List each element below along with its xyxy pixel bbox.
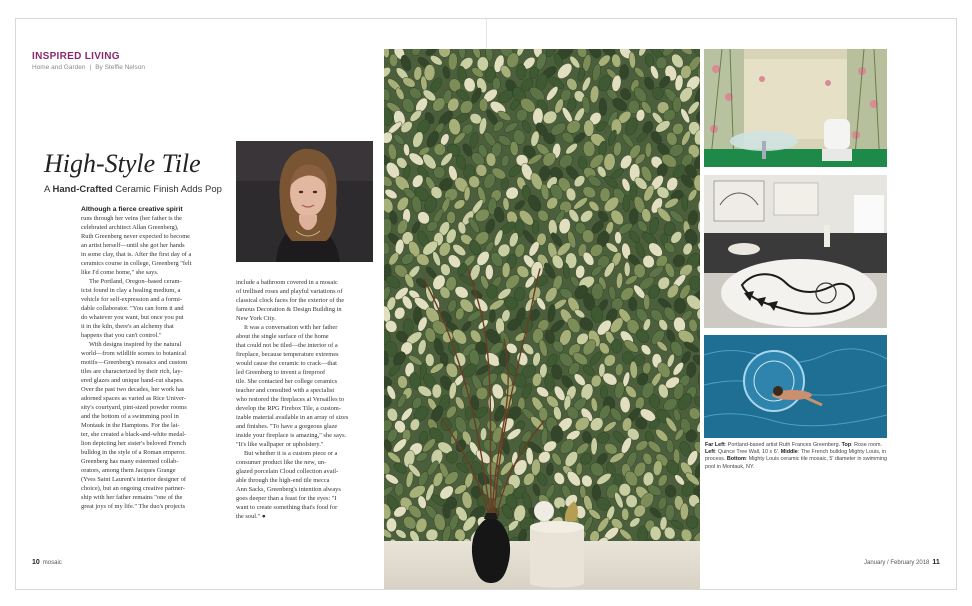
caption-text: : Portland-based artist Ruth Frances Greenberg. [724, 442, 842, 448]
text-line: in some clay, that is. After the first day of a [81, 251, 192, 258]
text-line: orators, among them Jacques Grange [81, 467, 176, 474]
text-line: Greenberg has many esteemed collab- [81, 458, 179, 465]
text-line: led Greenberg to invent a fireproof [236, 369, 326, 376]
text-line: Over the past two decades, her work has [81, 386, 185, 393]
caption-key: Top [841, 442, 852, 448]
text-line: consumer product like the new, un- [236, 459, 327, 466]
text-line: do whatever you want, but once you put [81, 314, 184, 321]
pool-mosaic-photo [704, 335, 887, 438]
text-line: an artist herself—until she got her hands [81, 242, 185, 249]
mosaic-leaf-tile [638, 526, 648, 542]
caption-text: : Rose room. [851, 442, 882, 448]
caption-text: : Mighty Louis ceramic tile mosaic, 5' diameter in swimming pool in Montauk, NY. [705, 456, 887, 470]
text-line: like I'd come home," she says. [81, 269, 159, 276]
text-line: But whether it is a custom piece or a [244, 450, 338, 457]
text-line: runs through her veins (her father is the [81, 215, 182, 222]
article-column-2 [236, 278, 373, 521]
text-line: would cause the ceramic to crack—that [236, 360, 337, 367]
text-line: lion depicting her sister's beloved French [81, 440, 186, 447]
text-line: teacher and consulted with a specialist [236, 387, 335, 394]
text-line: It was a conversation with her father [244, 324, 338, 331]
mosaic-leaf-tile [485, 265, 493, 280]
text-line: (Yves Saint Laurent's interior designer of [81, 476, 187, 483]
text-line: world—from wildlife scenes to botanical [81, 350, 187, 357]
text-line: vehicle for self-expression and a formi- [81, 296, 182, 303]
mosaic-leaf-tile [386, 518, 396, 532]
text-line: Ruth Greenberg never expected to become [81, 233, 191, 240]
page-number-left: 10 [32, 559, 40, 566]
mosaic-leaf-tile [619, 483, 631, 496]
mosaic-leaf-tile [643, 294, 650, 310]
text-line: ered glazes and unique hand-cut shapes. [81, 377, 184, 384]
text-line: choice), but an ongoing creative partner- [81, 485, 185, 492]
caption-key: Middle [780, 449, 798, 456]
text-line: it in the kiln, there's an alchemy that [81, 323, 174, 330]
byline-author: By Steffie Nelson [95, 64, 145, 71]
artist-portrait-photo [236, 141, 373, 262]
text-line: ceramics course in college, Greenberg "felt [81, 260, 192, 267]
text-line: that could not be tiled—the interior of a [236, 342, 338, 349]
mosaic-leaf-tile [624, 262, 630, 277]
magazine-name: mosaic [42, 560, 62, 566]
caption-key: Bottom [726, 456, 746, 463]
text-line: and finishes. "To have a gorgeous glaze [236, 423, 338, 430]
text-line: want to create something that's food for [236, 504, 338, 511]
text-line: sity's courtyard, pint-sized powder rooms [81, 404, 187, 411]
byline-separator: | [89, 64, 92, 71]
text-line: ter, she created a black-and-white medal- [81, 431, 187, 438]
text-line: happens that you can't control." [81, 332, 162, 339]
caption-text: : Quince Tree Wall, 10 x 6'. [714, 449, 781, 456]
page-number-right: 11 [932, 559, 940, 566]
text-line: glazed porcelain Cloud collection avail- [236, 468, 339, 475]
mosaic-leaf-tile [479, 98, 488, 111]
photo-caption [705, 442, 889, 471]
section-label: INSPIRED LIVING [32, 51, 120, 62]
text-line: dable collaborator. "You can form it and [81, 305, 184, 312]
mosaic-leaf-tile [623, 195, 630, 212]
text-line: goes deeper than a feast for the eyes: "I [236, 495, 337, 502]
issue-date: January / February 2018 [864, 560, 930, 566]
text-line: motifs—Greenberg's mosaics and custom [81, 359, 188, 366]
mosaic-leaf-tile [551, 425, 563, 443]
lede-text: Although a fierce creative spirit [81, 206, 183, 213]
mosaic-leaf-tile [600, 385, 607, 399]
text-line: great joys of my life." The duo's projects [81, 503, 186, 510]
text-line: and the bottom of a swimming pool in [81, 413, 179, 420]
text-line: of trellised roses and playful variations of [236, 288, 343, 295]
text-line: izable material available in an array of sizes [236, 414, 349, 421]
text-line: able through the high-end tile mecca [236, 477, 330, 484]
text-line: ship with her father remains "one of the [81, 494, 183, 501]
magazine-spread [15, 18, 957, 590]
text-line: Ann Sacks, Greenberg's intention always [236, 486, 341, 493]
text-line: The Portland, Oregon–based ceram- [89, 278, 182, 285]
folio-right [864, 559, 940, 566]
text-line: "It's like wallpaper or upholstery." [236, 441, 324, 448]
text-line: New York City. [236, 315, 276, 322]
text-line: Montauk in the Hamptons. For the lat- [81, 422, 180, 429]
text-line: famous Decoration & Design Building in [236, 306, 342, 313]
text-line: icist found in clay a healing medium, a [81, 287, 181, 294]
rose-room-photo [704, 49, 887, 167]
text-line: develop the RPG Firebox Tile, a custom- [236, 405, 341, 412]
text-line: tile. She contacted her college ceramics [236, 378, 338, 385]
text-line: celebrated architect Allan Greenberg), [81, 224, 179, 231]
article-column-1 [81, 205, 216, 511]
text-line: With designs inspired by the natural [89, 341, 182, 348]
mosaic-leaf-tile [516, 64, 526, 80]
headline: High-Style Tile [44, 149, 201, 178]
text-line: about the single surface of the home [236, 333, 329, 340]
leaf-mosaic-wall-photo [384, 49, 700, 589]
folio-left [32, 559, 62, 566]
text-line: the soul." ● [236, 513, 266, 520]
bulldog-in-process-photo [704, 175, 887, 328]
byline [32, 64, 145, 71]
caption-text: : The French bulldog Mighty Louis, in process. [705, 449, 887, 463]
caption-key: Far Left [705, 442, 725, 448]
byline-category: Home and Garden [32, 64, 86, 71]
text-line: classical clock faces for the exterior of the [236, 297, 345, 304]
caption-key: Left [705, 449, 715, 456]
text-line: inside your fireplace is amazing," she says. [236, 432, 347, 439]
text-line: bulldog in the style of a Roman emperor. [81, 449, 186, 456]
dek-prefix: A [44, 184, 53, 195]
dek-bold: Hand-Crafted [52, 184, 113, 195]
text-line: adorned spaces as varied as Rice Univer- [81, 395, 186, 402]
text-line: tiles are characterized by their rich, lay- [81, 368, 183, 375]
dek [44, 184, 222, 195]
dek-rest: Ceramic Finish Adds Pop [112, 184, 222, 195]
text-line: who restored the fireplaces at Versailles to [236, 396, 345, 403]
text-line: include a bathroom covered in a mosaic [236, 279, 338, 286]
text-line: fireplace, because temperature extremes [236, 351, 339, 358]
